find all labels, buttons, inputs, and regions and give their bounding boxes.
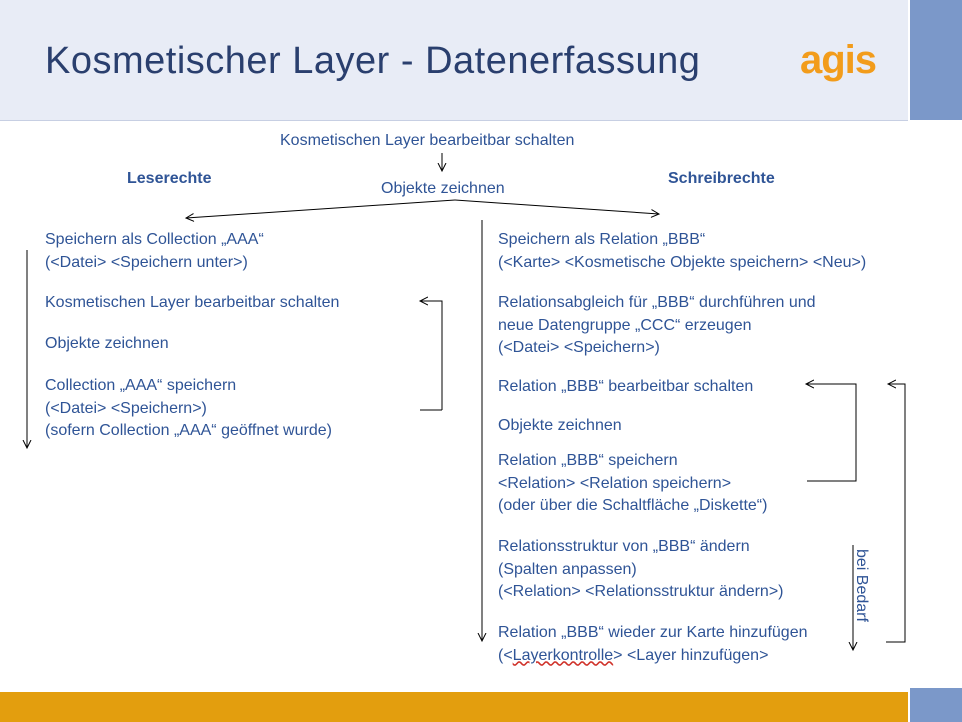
left-step-draw: Objekte zeichnen: [45, 335, 169, 352]
top-step-edit-layer: Kosmetischen Layer bearbeitbar schalten: [280, 132, 575, 149]
left-step-store-collection: Collection „AAA“ speichern (<Datei> <Speichern>) (sofern Collection „AAA“ geöffnet wurde): [45, 377, 332, 439]
left-step-edit-layer: Kosmetischen Layer bearbeitbar schalten: [45, 294, 340, 311]
loop-right-outer: [886, 384, 905, 642]
right-step-save-relation: Speichern als Relation „BBB“ (<Karte> <Kosmetische Objekte speichern> <Neu>): [498, 231, 867, 271]
slide-title: Kosmetischer Layer - Datenerfassung: [45, 40, 701, 82]
loop-left: [420, 301, 442, 410]
footer-band: [0, 692, 908, 722]
right-heading: Schreibrechte: [668, 170, 775, 187]
right-step-add-to-map: Relation „BBB“ wieder zur Karte hinzufügen (<Layerkontrolle> <Layer hinzufügen>: [498, 624, 808, 664]
right-step-edit-relation: Relation „BBB“ bearbeitbar schalten: [498, 378, 754, 395]
sidebar-accent-top: [910, 0, 962, 120]
arrow-split-left: [186, 200, 455, 218]
right-step-change-structure: Relationsstruktur von „BBB“ ändern (Spalten anpassen) (<Relation> <Relationsstruktur ändern>): [498, 538, 784, 600]
right-step-relation-sync: Relationsabgleich für „BBB“ durchführen und neue Datengruppe „CCC“ erzeugen (<Datei> <Speichern>): [498, 294, 816, 356]
agis-logo: agis: [800, 38, 877, 82]
left-heading: Leserechte: [127, 170, 212, 187]
sidebar-divider: [908, 0, 910, 722]
top-step-draw: Objekte zeichnen: [381, 180, 505, 197]
right-step-store-relation: Relation „BBB“ speichern <Relation> <Relation speichern> (oder über die Schaltfläche „Diskette“): [498, 452, 768, 514]
sidebar-accent-bottom: [910, 688, 962, 722]
left-step-save-collection: Speichern als Collection „AAA“ (<Datei> <Speichern unter>): [45, 231, 264, 271]
note-bei-bedarf: bei Bedarf: [853, 549, 870, 622]
arrow-split-right: [455, 200, 659, 214]
loop-right-inner: [806, 384, 856, 481]
right-step-draw: Objekte zeichnen: [498, 417, 622, 434]
